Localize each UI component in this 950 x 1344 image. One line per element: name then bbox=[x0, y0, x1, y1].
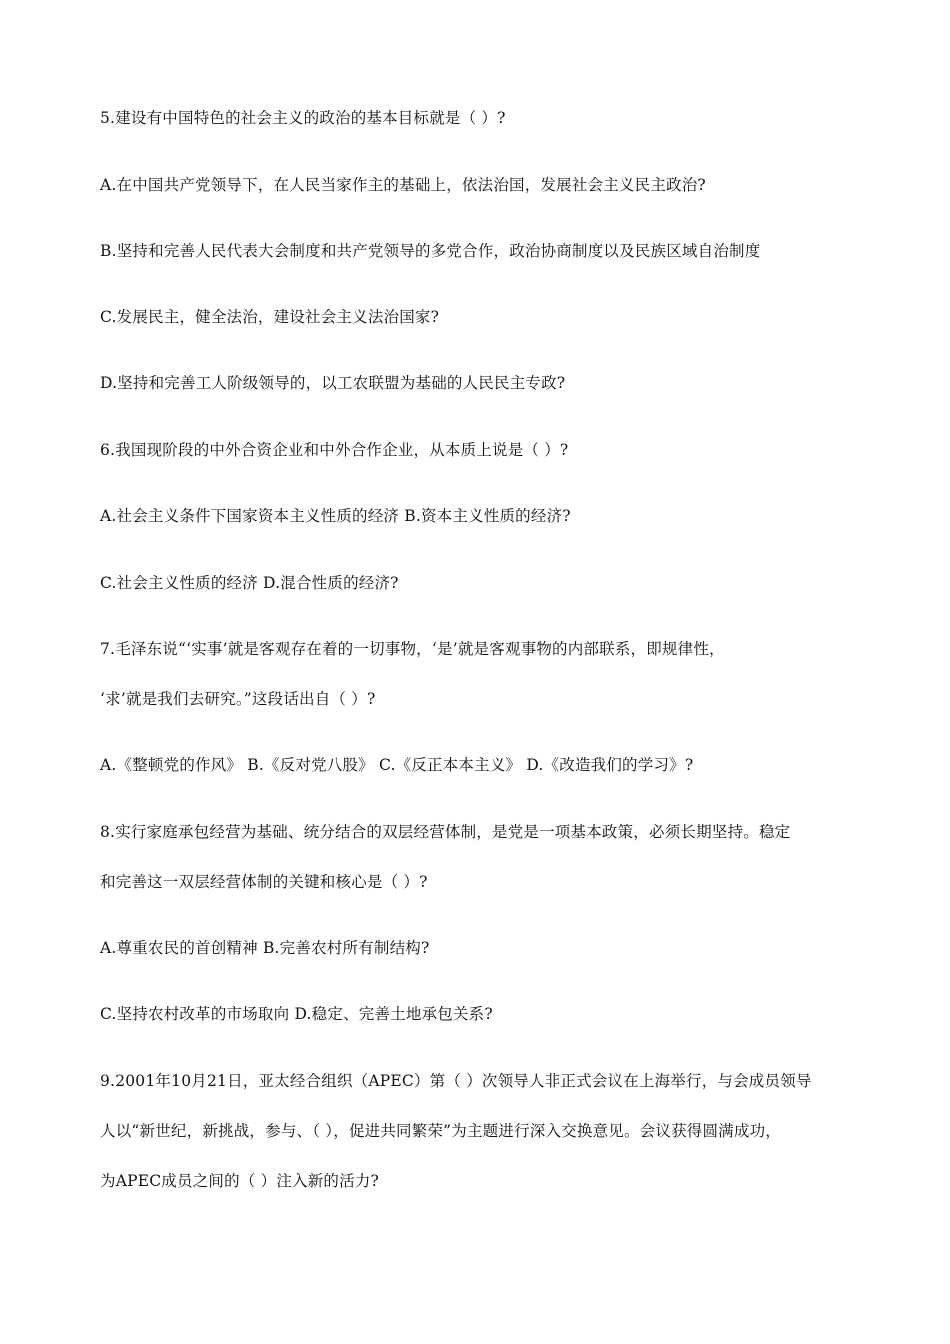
question-6-stem: 6.我国现阶段的中外合资企业和中外合作企业，从本质上说是（ ）? bbox=[100, 441, 569, 459]
question-5-option-d: D.坚持和完善工人阶级领导的，以工农联盟为基础的人民民主专政? bbox=[100, 374, 566, 392]
question-8-options-cd: C.坚持农村改革的市场取向 D.稳定、完善土地承包关系? bbox=[100, 1005, 493, 1023]
question-6-options-ab: A.社会主义条件下国家资本主义性质的经济 B.资本主义性质的经济? bbox=[100, 507, 571, 525]
question-8-stem-line-2: 和完善这一双层经营体制的关键和核心是（ ）? bbox=[100, 873, 428, 891]
question-5-option-b: B.坚持和完善人民代表大会制度和共产党领导的多党合作，政治协商制度以及民族区域自治制度 bbox=[100, 242, 761, 260]
question-6-options-cd: C.社会主义性质的经济 D.混合性质的经济? bbox=[100, 574, 399, 592]
question-8-options-ab: A.尊重农民的首创精神 B.完善农村所有制结构? bbox=[100, 939, 430, 957]
question-5-option-c: C.发展民主，健全法治，建设社会主义法治国家? bbox=[100, 308, 440, 326]
question-9-stem-line-3: 为APEC成员之间的（ ）注入新的活力? bbox=[100, 1172, 380, 1190]
question-5-stem: 5.建设有中国特色的社会主义的政治的基本目标就是（ ）? bbox=[100, 109, 506, 127]
question-5-option-a: A.在中国共产党领导下，在人民当家作主的基础上，依法治国，发展社会主义民主政治? bbox=[100, 176, 706, 194]
question-7-stem-line-2: ‘求’就是我们去研究。”这段话出自（ ）? bbox=[100, 690, 376, 708]
question-7-stem-line-1: 7.毛泽东说“‘实事’就是客观存在着的一切事物，‘是’就是客观事物的内部联系，即规律性， bbox=[100, 640, 725, 658]
question-9-stem-line-2: 人以“新世纪，新挑战，参与、（ ），促进共同繁荣”为主题进行深入交换意见。会议获得圆满成功， bbox=[100, 1122, 781, 1140]
question-7-options: A.《整顿党的作风》 B.《反对党八股》 C.《反正本本主义》 D.《改造我们的学习》? bbox=[100, 756, 694, 774]
question-9-stem-line-1: 9.2001年10月21日，亚太经合组织（APEC）第（ ）次领导人非正式会议在上海举行，与会成员领导 bbox=[100, 1072, 812, 1090]
question-8-stem-line-1: 8.实行家庭承包经营为基础、统分结合的双层经营体制，是党是一项基本政策，必须长期坚持。稳定 bbox=[100, 823, 791, 841]
